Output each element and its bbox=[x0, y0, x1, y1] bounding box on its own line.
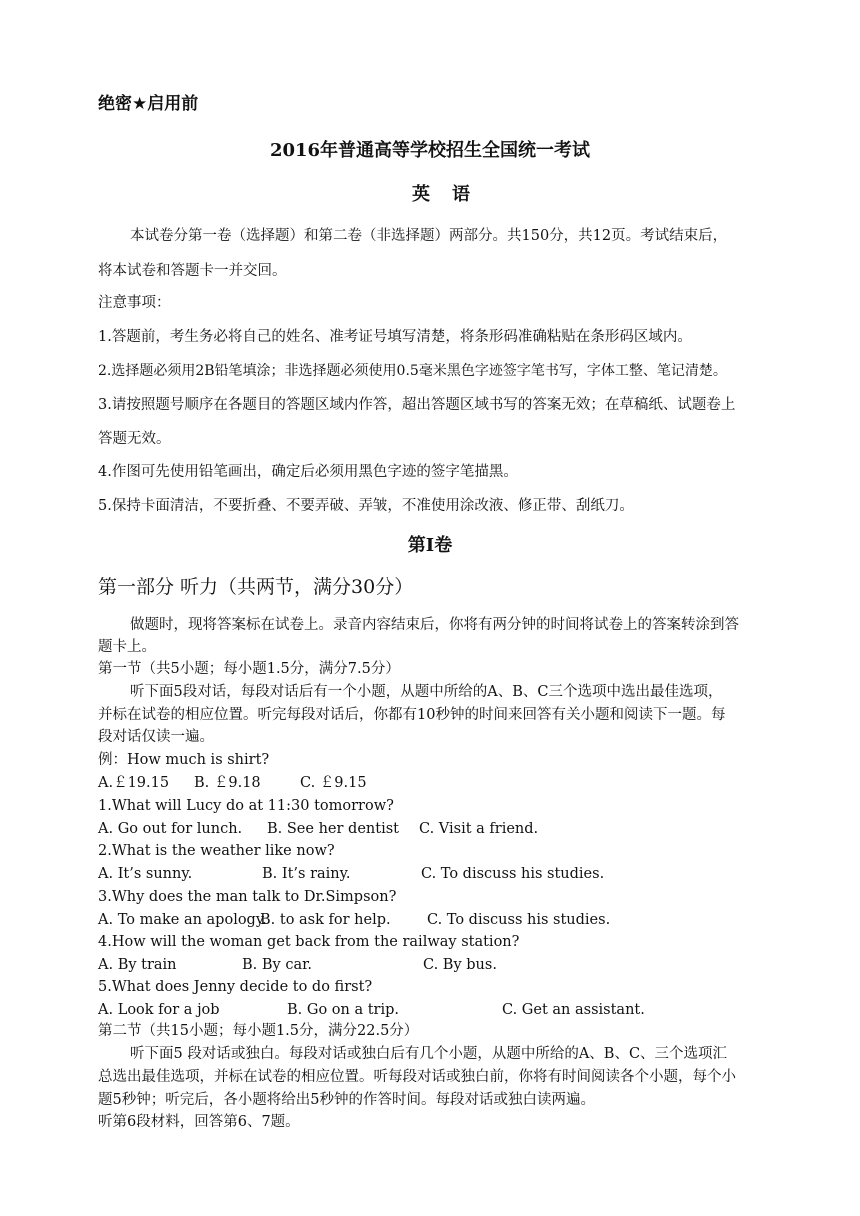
intro-line-1: 本试卷分第一卷（选择题）和第二卷（非选择题）两部分。共150分，共12页。考试结束后， bbox=[130, 228, 728, 244]
example-option-b: B. ￡9.18 bbox=[194, 775, 261, 791]
part-intro-line-1: 做题时，现将答案标在试卷上。录音内容结束后，你将有两分钟的时间将试卷上的答案转涂到答 bbox=[130, 617, 739, 633]
secret-mark: 绝密★启用前 bbox=[98, 94, 199, 114]
example-question: 例：How much is shirt? bbox=[98, 752, 270, 768]
question-2-option-a: A. It’s sunny. bbox=[98, 866, 193, 882]
question-1: 1.What will Lucy do at 11:30 tomorrow? bbox=[98, 798, 394, 814]
volume-title: 第Ⅰ卷 bbox=[407, 535, 453, 556]
question-3-option-a: A. To make an apology. bbox=[98, 912, 267, 928]
question-1-option-a: A. Go out for lunch. bbox=[98, 821, 243, 837]
note-1: 1.答题前，考生务必将自己的姓名、准考证号填写清楚，将条形码准确粘贴在条形码区域内。 bbox=[98, 329, 692, 345]
part-intro-line-2: 题卡上。 bbox=[98, 639, 156, 655]
example-option-a: A.￡19.15 bbox=[98, 775, 170, 791]
note-2: 2.选择题必须用2B铅笔填涂；非选择题必须使用0.5毫米黑色字迹签字笔书写，字体工整、笔记清楚。 bbox=[98, 363, 727, 379]
section-2-instr-2: 总选出最佳选项，并标在试卷的相应位置。听每段对话或独白前，你将有时间阅读各个小题，每个小 bbox=[98, 1069, 736, 1085]
section-2-material: 听第6段材料，回答第6、7题。 bbox=[98, 1114, 300, 1130]
intro-line-2: 将本试卷和答题卡一并交回。 bbox=[98, 263, 287, 279]
question-3-option-b: B. to ask for help. bbox=[260, 912, 391, 928]
question-2-option-b: B. It’s rainy. bbox=[262, 866, 351, 882]
note-3-line-2: 答题无效。 bbox=[98, 431, 171, 447]
question-1-option-b: B. See her dentist bbox=[267, 821, 399, 837]
question-1-option-c: C. Visit a friend. bbox=[419, 821, 539, 837]
question-4-option-a: A. By train bbox=[98, 957, 177, 973]
question-2: 2.What is the weather like now? bbox=[98, 843, 335, 859]
section-1-instr-2: 并标在试卷的相应位置。听完每段对话后，你都有10秒钟的时间来回答有关小题和阅读下一题。每 bbox=[98, 707, 726, 723]
note-3-line-1: 3.请按照题号顺序在各题目的答题区域内作答，超出答题区域书写的答案无效；在草稿纸、试题卷上 bbox=[98, 397, 736, 413]
section-2-heading: 第二节（共15小题；每小题1.5分，满分22.5分） bbox=[98, 1023, 419, 1039]
section-1-instr-3: 段对话仅读一遍。 bbox=[98, 729, 214, 745]
question-3-option-c: C. To discuss his studies. bbox=[427, 912, 611, 928]
question-2-option-c: C. To discuss his studies. bbox=[421, 866, 605, 882]
example-option-c: C. ￡9.15 bbox=[300, 775, 367, 791]
section-1-instr-1: 听下面5段对话，每段对话后有一个小题，从题中所给的A、B、C三个选项中选出最佳选项， bbox=[130, 684, 723, 700]
question-5: 5.What does Jenny decide to do first? bbox=[98, 979, 373, 995]
question-5-option-c: C. Get an assistant. bbox=[502, 1002, 645, 1018]
section-2-instr-3: 题5秒钟；听完后，各小题将给出5秒钟的作答时间。每段对话或独白读两遍。 bbox=[98, 1092, 595, 1108]
notes-heading: 注意事项： bbox=[98, 295, 171, 311]
note-5: 5.保持卡面清洁，不要折叠、不要弄破、弄皱，不准使用涂改液、修正带、刮纸刀。 bbox=[98, 498, 634, 514]
question-5-option-a: A. Look for a job bbox=[98, 1002, 220, 1018]
section-2-instr-1: 听下面5 段对话或独白。每段对话或独白后有几个小题，从题中所给的A、B、C、三个选项汇 bbox=[130, 1046, 728, 1062]
question-4-option-b: B. By car. bbox=[242, 957, 313, 973]
note-4: 4.作图可先使用铅笔画出，确定后必须用黑色字迹的签字笔描黑。 bbox=[98, 464, 518, 480]
question-5-option-b: B. Go on a trip. bbox=[287, 1002, 400, 1018]
question-3: 3.Why does the man talk to Dr.Simpson? bbox=[98, 889, 397, 905]
subject-title: 英语 bbox=[412, 184, 492, 205]
part-title: 第一部分 听力（共两节，满分30分） bbox=[98, 576, 414, 598]
question-4: 4.How will the woman get back from the railway station? bbox=[98, 934, 520, 950]
question-4-option-c: C. By bus. bbox=[423, 957, 497, 973]
exam-title: 2016年普通高等学校招生全国统一考试 bbox=[269, 140, 591, 161]
section-1-heading: 第一节（共5小题；每小题1.5分，满分7.5分） bbox=[98, 661, 400, 677]
